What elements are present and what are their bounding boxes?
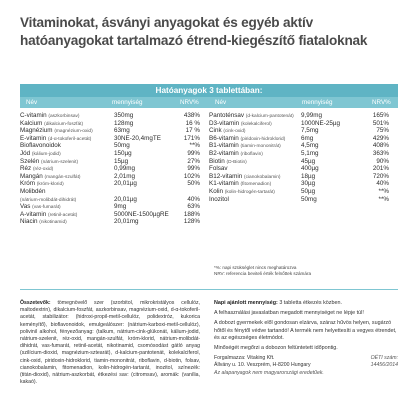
ingredient-amount: 400µg [301, 165, 319, 173]
ingredient-form: (nikotinamid) [39, 220, 67, 226]
ingredient-nrv: 63% [187, 203, 200, 211]
col-nrv-right: NRV% [372, 99, 391, 106]
table-row [209, 120, 398, 128]
origin-footer: Az alapanyagok nem magyarországi eredetűek. [214, 369, 324, 376]
ingredient-name-text: Vas [20, 203, 31, 211]
ingredient-nrv: 438% [183, 112, 200, 119]
ingredient-nrv: **% [189, 142, 200, 150]
ingredient-form: (riboflavin) [240, 151, 263, 157]
ingredient-amount: 7,5mg [301, 127, 319, 135]
ingredient-amount: 9mg [114, 203, 127, 211]
ingredient-nrv: 75% [376, 127, 389, 135]
ingredient-amount: 20,01mg [114, 218, 139, 226]
ingredient-amount: 2,01mg [114, 172, 136, 180]
ingredient-name-text: Kalcium [20, 119, 43, 127]
ingredient-form: (kolin-hidrogén-tartarát) [224, 189, 275, 195]
ingredient-amount: 0,99mg [114, 165, 136, 173]
table-row [20, 165, 209, 173]
section-divider [20, 289, 398, 290]
ingredient-form: (nátrium-molibdát-dihidrát) [20, 197, 77, 203]
ingredient-form: (fitomenadion) [240, 182, 272, 188]
ingredient-nrv: 408% [372, 142, 389, 150]
usage-warning: A felhasználási javaslatban megadott mennyiséget ne lépje túl! [214, 310, 364, 317]
ingredient-name-text: Inozitol [209, 195, 229, 203]
ingredient-amount: 20,01µg [114, 180, 137, 188]
table-row [20, 180, 209, 188]
ingredient-amount: 9,99mg [301, 112, 323, 119]
ingredient-form: (retinil-acetát) [48, 212, 78, 218]
ingredient-nrv: 99% [187, 165, 200, 173]
ingredient-form: (piridoxin-hidroklorid) [240, 136, 286, 142]
ingredient-amount: 5000NE-1500µgRE [114, 210, 169, 218]
distributor [214, 355, 398, 377]
table-row [20, 158, 209, 166]
ingredient-name-text: B6-vitamin [209, 134, 239, 142]
ingredients-label: Összetevők: [20, 300, 51, 306]
col-name-left: Név [26, 99, 38, 106]
ingredient-nrv: 40% [187, 195, 200, 203]
ingredient-name-text: B12-vitamin [209, 172, 243, 180]
ingredient-amount: 45µg [301, 157, 316, 165]
ingredient-nrv: 40% [376, 180, 389, 188]
ingredient-form: (cianokobalamin) [244, 174, 281, 180]
ingredient-nrv: 50% [187, 180, 200, 188]
table-row [209, 165, 398, 173]
distributor-address: Állvány u. 10. Veszprém, H-8200 Hungary [214, 362, 311, 369]
ingredient-nrv: 16 % [185, 119, 200, 127]
distributor-label: Forgalmazza: [214, 355, 246, 362]
distributor-name: Vitaking Kft. [246, 355, 275, 362]
table-row [209, 188, 398, 196]
ingredient-nrv: 201% [372, 165, 389, 173]
ingredient-nrv: 363% [372, 149, 389, 157]
table-row [209, 127, 398, 135]
active-ingredients-table [20, 84, 398, 226]
table-column-header [20, 97, 398, 108]
ingredient-amount: 30NE-20,4mgTE [114, 134, 161, 142]
storage-text: A dobozt gyermekek elől gondosan elzárva, száraz hűvös helyen, sugárzó hőtől és fénytől védve tartandó! A termék nem helyettesíti a vegyes étrendet, és az egészséges életmódot. [214, 320, 397, 341]
col-nrv-left: NRV% [180, 99, 199, 106]
ingredient-nrv: 90% [376, 157, 389, 165]
table-row [20, 112, 209, 120]
ingredient-amount: 5,1mg [301, 149, 319, 157]
ingredients-text: tömegnövelő szer (szorbitol, mikrokristályos cellulóz, maltodextrin), dikalcium-foszfát, aszkorbinsav, magnézium-oxid, d-α-tokoferil-acetát, stabilizátor: (hidroxi-propil-metil-cellulóz, polidextróz, kukorica keményítő), bioflavonoidok, emulgeálószer: (nátrium-karboxi-metil-cellulóz), polivinil alkohol, fényezőanyag: (talkum, nátrium-cink-glükonát, kálium-jodid, nátrium-szelenit, réz-oxid, mangán-szulfát, króm-klorid, nátrium-molibdát-dihidrát, vas-fumarát, retinil-acetát, nikotinamid, csomósodást gátló anyag (szilícium-dioxid, magnézium-sztearát), d-kalcium-pantotenát, kolekalciferol, cink-oxid, piridoxin-hidroklorid, tiamin-mononitrát, riboflavin, d-biotin, folsav, cianokobalamin, fitomenadion, kolin-hidrogén-tartarát, inozitol, színezék: (titán-dioxid), nátrium-aszkorbát, étkezési sav: (citromsav), aromák: (vanília, kakaó). [20, 300, 201, 386]
ingredient-form: (kolekalciferol) [240, 121, 272, 127]
table-row [209, 173, 398, 181]
ingredient-amount: 20,01µg [114, 195, 137, 203]
ingredient-name-text: A-vitamin [20, 210, 47, 218]
table-row [20, 173, 209, 181]
table-row [209, 158, 398, 166]
table-row [209, 150, 398, 158]
table-row [209, 142, 398, 150]
dose-text: 3 tabletta étkezés közben. [279, 300, 342, 306]
ingredient-form: (cink-oxid) [223, 129, 246, 135]
ingredient-name-text: Jód [20, 149, 31, 157]
ingredient-nrv: **% [378, 187, 389, 195]
ingredient-nrv: 17 % [185, 127, 200, 135]
ingredient-name-text: D3-vitamin [209, 119, 240, 127]
right-column [209, 112, 398, 226]
table-row [20, 127, 209, 135]
ingredient-name-text: Magnézium [20, 127, 53, 135]
ingredient-name-text: B1-vitamin [209, 142, 239, 150]
note-nrv-undefined: *%: napi szükséglet nincs meghatározva [214, 265, 297, 270]
col-amount-right: mennyiség [302, 99, 333, 106]
ingredient-form: (króm-klorid) [36, 182, 64, 188]
table-row [20, 203, 209, 211]
ingredient-nrv: 99% [187, 149, 200, 157]
table-notes [214, 265, 311, 277]
ingredient-form: (d-kalcium-pantotenát) [245, 114, 294, 119]
ingredient-amount: 18µg [301, 172, 316, 180]
ingredient-amount: 15µg [114, 157, 129, 165]
col-name-right: Név [215, 99, 227, 106]
table-row [20, 211, 209, 219]
usage-block [214, 300, 398, 377]
oeti-label: OÉTI szám: [370, 355, 398, 362]
ingredient-name-text: Molibdén [20, 187, 46, 195]
ingredient-amount: 50mg [114, 142, 130, 150]
table-row [209, 196, 398, 204]
ingredient-name-text: Szelén [20, 157, 40, 165]
ingredient-nrv: **% [378, 195, 389, 203]
ingredient-form: (aszkorbinsav) [48, 114, 80, 119]
note-nrv-reference: NRV: referencia beviteli érték felnőttek számára [214, 271, 312, 276]
ingredient-form: (dikalcium-foszfát) [44, 121, 84, 127]
ingredient-nrv: 171% [183, 134, 200, 142]
ingredient-name-text: Mangán [20, 172, 43, 180]
ingredient-name-text: C-vitamin [20, 112, 47, 119]
ingredient-amount: 150µg [114, 149, 132, 157]
oeti-number: 14456/2014 [370, 362, 398, 369]
table-row [20, 150, 209, 158]
ingredient-name-text: Kolin [209, 187, 224, 195]
dose-label: Napi ajánlott mennyiség: [214, 300, 278, 306]
ingredient-form: (magnézium-oxid) [54, 129, 93, 135]
ingredient-amount: 350mg [114, 112, 134, 119]
table-row [20, 196, 209, 204]
ingredient-form: (vas-fumarát) [32, 205, 61, 211]
ingredient-amount: 30µg [301, 180, 316, 188]
ingredient-name-text: K1-vitamin [209, 180, 239, 188]
ingredient-nrv: 27% [187, 157, 200, 165]
ingredients-block [20, 300, 200, 386]
table-row [20, 120, 209, 128]
ingredient-amount: 63mg [114, 127, 130, 135]
ingredient-form: (d-α-tokoferil-acetát) [48, 136, 92, 142]
ingredient-name-text: Niacin [20, 218, 38, 226]
ingredient-name-text: B2-vitamin [209, 149, 239, 157]
left-column [20, 112, 209, 226]
ingredient-name-text: Pantoténsav [209, 112, 245, 119]
ingredient-name-text: Réz [20, 165, 32, 173]
ingredient-amount: 128mg [114, 119, 134, 127]
table-row [209, 112, 398, 120]
ingredient-amount: 4,5mg [301, 142, 319, 150]
table-row [20, 218, 209, 226]
ingredient-name-text: Bioflavonoidok [20, 142, 61, 150]
ingredient-form: (kálium-jodid) [31, 151, 61, 157]
col-amount-left: mennyiség [112, 99, 143, 106]
ingredient-form: (tiamin-mononitrát) [240, 144, 281, 150]
ingredient-nrv: 188% [183, 210, 200, 218]
product-headline: Vitaminokat, ásványi anyagokat és egyéb aktív hatóanyagokat tartalmazó étrend-kiegészítő fiataloknak [20, 15, 368, 48]
ingredient-form: (mangán-szulfát) [44, 174, 81, 180]
ingredient-amount: 6mg [301, 134, 314, 142]
ingredient-name [20, 218, 67, 227]
ingredient-nrv: 128% [183, 218, 200, 226]
table-row [20, 188, 209, 196]
ingredient-name [209, 196, 229, 205]
table-row [20, 135, 209, 143]
ingredient-name-text: Folsav [209, 165, 228, 173]
ingredient-name-text: E-vitamin [20, 134, 47, 142]
ingredient-nrv: 429% [372, 134, 389, 142]
ingredient-amount: 50µg [301, 187, 316, 195]
ingredient-nrv: 102% [183, 172, 200, 180]
table-row [209, 135, 398, 143]
ingredient-form: (D-Biotin) [226, 159, 247, 165]
table-row [20, 142, 209, 150]
ingredient-name-text: Biotin [209, 157, 225, 165]
best-before-text: Minőségét megőrzi a dobozon feltüntetett időpontig. [214, 345, 338, 352]
ingredient-form: (nátrium-szelenit) [41, 159, 79, 165]
ingredient-amount: 50mg [301, 195, 317, 203]
ingredient-nrv: 720% [372, 172, 389, 180]
ingredient-form: (réz-oxid) [32, 167, 54, 173]
ingredient-nrv: 165% [372, 112, 389, 119]
ingredient-name-text: Cink [209, 127, 222, 135]
table-row [209, 180, 398, 188]
ingredient-name-text: Króm [20, 180, 36, 188]
ingredient-nrv: 501% [372, 119, 389, 127]
ingredient-amount: 1000NE-25µg [301, 119, 340, 127]
table-title: Hatóanyagok 3 tablettában: [20, 84, 398, 97]
